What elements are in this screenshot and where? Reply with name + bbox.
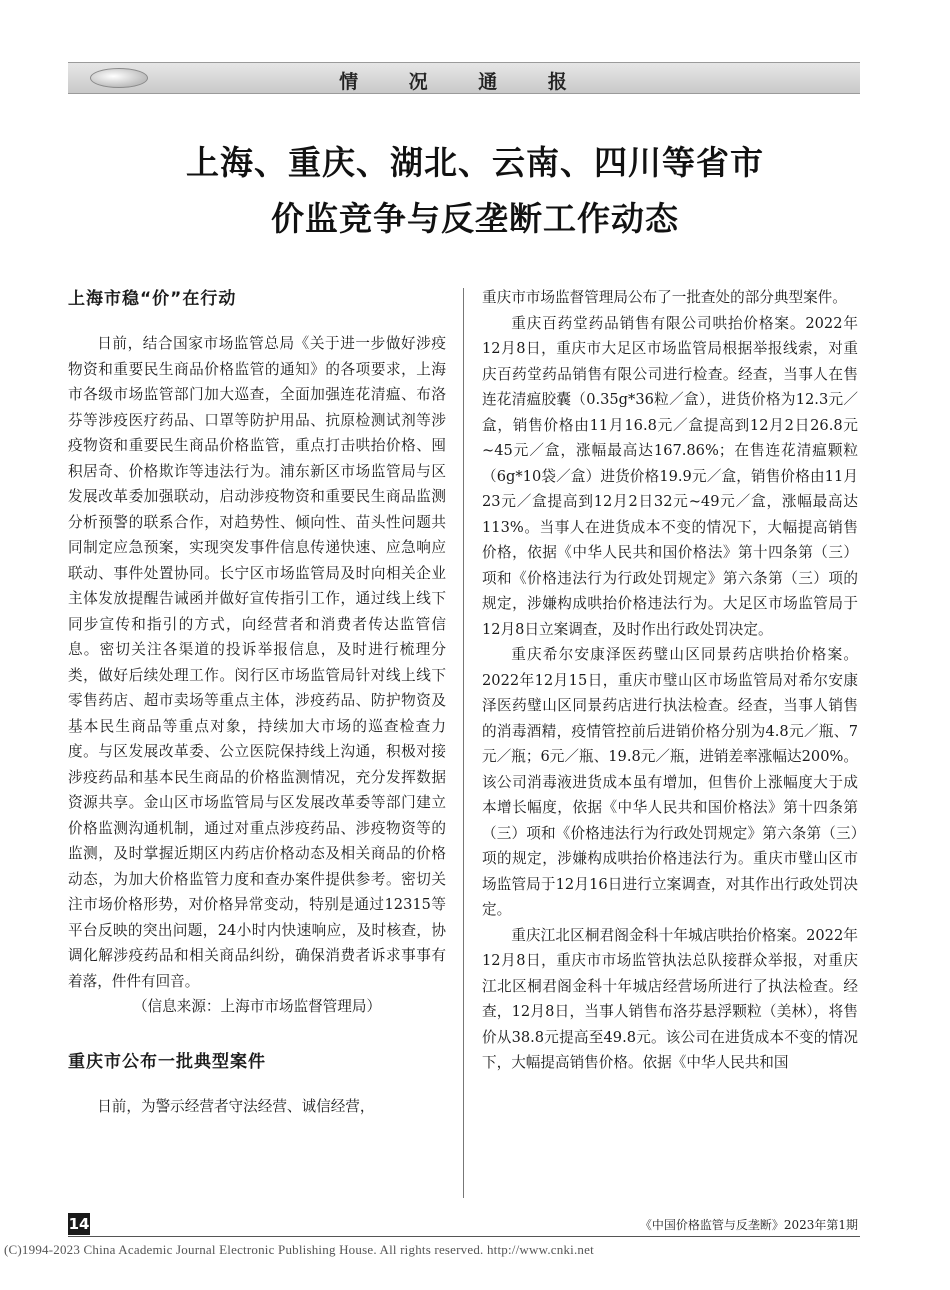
shanghai-paragraph: 日前，结合国家市场监管总局《关于进一步做好涉疫物资和重要民生商品价格监管的通知》的各项要求，上海市各级市场监管部门加大巡查，全面加强连花清瘟、布洛芬等涉疫医疗药品、口罩等防护用品、抗原检测试剂等涉疫物资和重要民生商品价格监管，重点打击哄抬价格、囤积居奇、价格欺诈等违法行为。浦东新区市场监管局与区发展改革委加强联动，启动涉疫物资和重要民生商品监测分析预警的联系合作，对趋势性、倾向性、苗头性问题共同制定应急预案，实现突发事件信息传递快速、应急响应联动、事件处置协同。长宁区市场监管局及时向相关企业主体发放提醒告诫函并做好宣传指引工作，通过线上线下同步宣传和指引的方式，向经营者和消费者传达监管信息。密切关注各渠道的投诉举报信息，及时进行梳理分类，做好后续处理工作。闵行区市场监管局针对线上线下零售药店、超市卖场等重点主体，涉疫药品、防护物资及基本民生商品等重点对象，持续加大市场的巡查检查力度。与区发展改革委、公立医院保持线上沟通，积极对接涉疫药品和基本民生商品的价格监测情况，充分发挥数据资源共享。金山区市场监管局与区发展改革委等部门建立价格监测沟通机制，通过对重点涉疫药品、涉疫物资等的监测，及时掌握近期区内药店价格动态及相关商品的价格动态，为加大价格监管力度和查办案件提供参考。密切关注市场价格形势，对价格异常变动，特别是通过12315等平台反映的突出问题，24小时内快速响应，及时核查，协调化解涉疫药品和相关商品纠纷，确保消费者诉求事事有着落，件件有回音。 [68, 335, 446, 990]
right-column [482, 285, 858, 1076]
section-label: 情 况 通 报 [339, 71, 589, 93]
shanghai-source-note: （信息来源：上海市市场监督管理局） [132, 998, 382, 1015]
article-title-line-2: 价监竞争与反垄断工作动态 [271, 199, 679, 238]
left-column [68, 285, 446, 1119]
case-xierankangze: 重庆希尔安康泽医药璧山区同景药店哄抬价格案。2022年12月15日，重庆市璧山区市场监管局对希尔安康泽医药璧山区同景药店进行执法检查。经查，当事人销售的消毒酒精，疫情管控前后进销价格分别为4.8元／瓶、7元／瓶；6元／瓶、19.8元／瓶，进销差率涨幅达200%。该公司消毒液进货成本虽有增加，但售价上涨幅度大于成本增长幅度，依据《中华人民共和国价格法》第十四条第（三）项和《价格违法行为行政处罚规定》第六条第（三）项的规定，涉嫌构成哄抬价格违法行为。重庆市璧山区市场监管局于12月16日进行立案调查，对其作出行政处罚决定。 [482, 646, 858, 918]
chongqing-intro-paragraph: 日前，为警示经营者守法经营、诚信经营， [97, 1097, 375, 1115]
section-heading-shanghai: 上海市稳“价”在行动 [68, 289, 237, 309]
section-header-band [68, 62, 860, 94]
column-divider [463, 288, 464, 1198]
journal-footer: 《中国价格监管与反垄断》2023年第1期 [639, 1218, 858, 1232]
chongqing-continuation: 重庆市市场监督管理局公布了一批查处的部分典型案件。 [482, 289, 847, 306]
article-title-line-1: 上海、重庆、湖北、云南、四川等省市 [186, 143, 764, 182]
page-number: 14 [68, 1215, 90, 1233]
case-baiyaotang: 重庆百药堂药品销售有限公司哄抬价格案。2022年12月8日，重庆市大足区市场监管局根据举报线索，对重庆百药堂药品销售有限公司进行检查。经查，当事人在售连花清瘟胶囊（0.35g*36粒／盒），进货价格为12.3元／盒，销售价格由11月16.8元／盒提高到12月2日26.8元~45元／盒，涨幅最高达167.86%；在售连花清瘟颗粒（6g*10袋／盒）进货价格19.9元／盒，销售价格由11月23元／盒提高到12月2日32元~49元／盒，涨幅最高达113%。当事人在进货成本不变的情况下，大幅提高销售价格，依据《中华人民共和国价格法》第十四条第（三）项和《价格违法行为行政处罚规定》第六条第（三）项的规定，涉嫌构成哄抬价格违法行为。大足区市场监管局于12月8日立案调查，及时作出行政处罚决定。 [482, 314, 858, 638]
footer-rule [68, 1236, 860, 1237]
section-heading-chongqing: 重庆市公布一批典型案件 [68, 1051, 266, 1072]
case-tongjunge: 重庆江北区桐君阁金科十年城店哄抬价格案。2022年12月8日，重庆市市场监管执法总队接群众举报，对重庆江北区桐君阁金科十年城店经营场所进行了执法检查。经查，12月8日，当事人销售布洛芬悬浮颗粒（美林），将售价从38.8元提高至49.8元。该公司在进货成本不变的情况下，大幅提高销售价格。依据《中华人民共和国 [482, 926, 858, 1071]
copyright-line: (C)1994-2023 China Academic Journal Electronic Publishing House. All rights reserved. http://www.cnki.net [4, 1242, 594, 1257]
